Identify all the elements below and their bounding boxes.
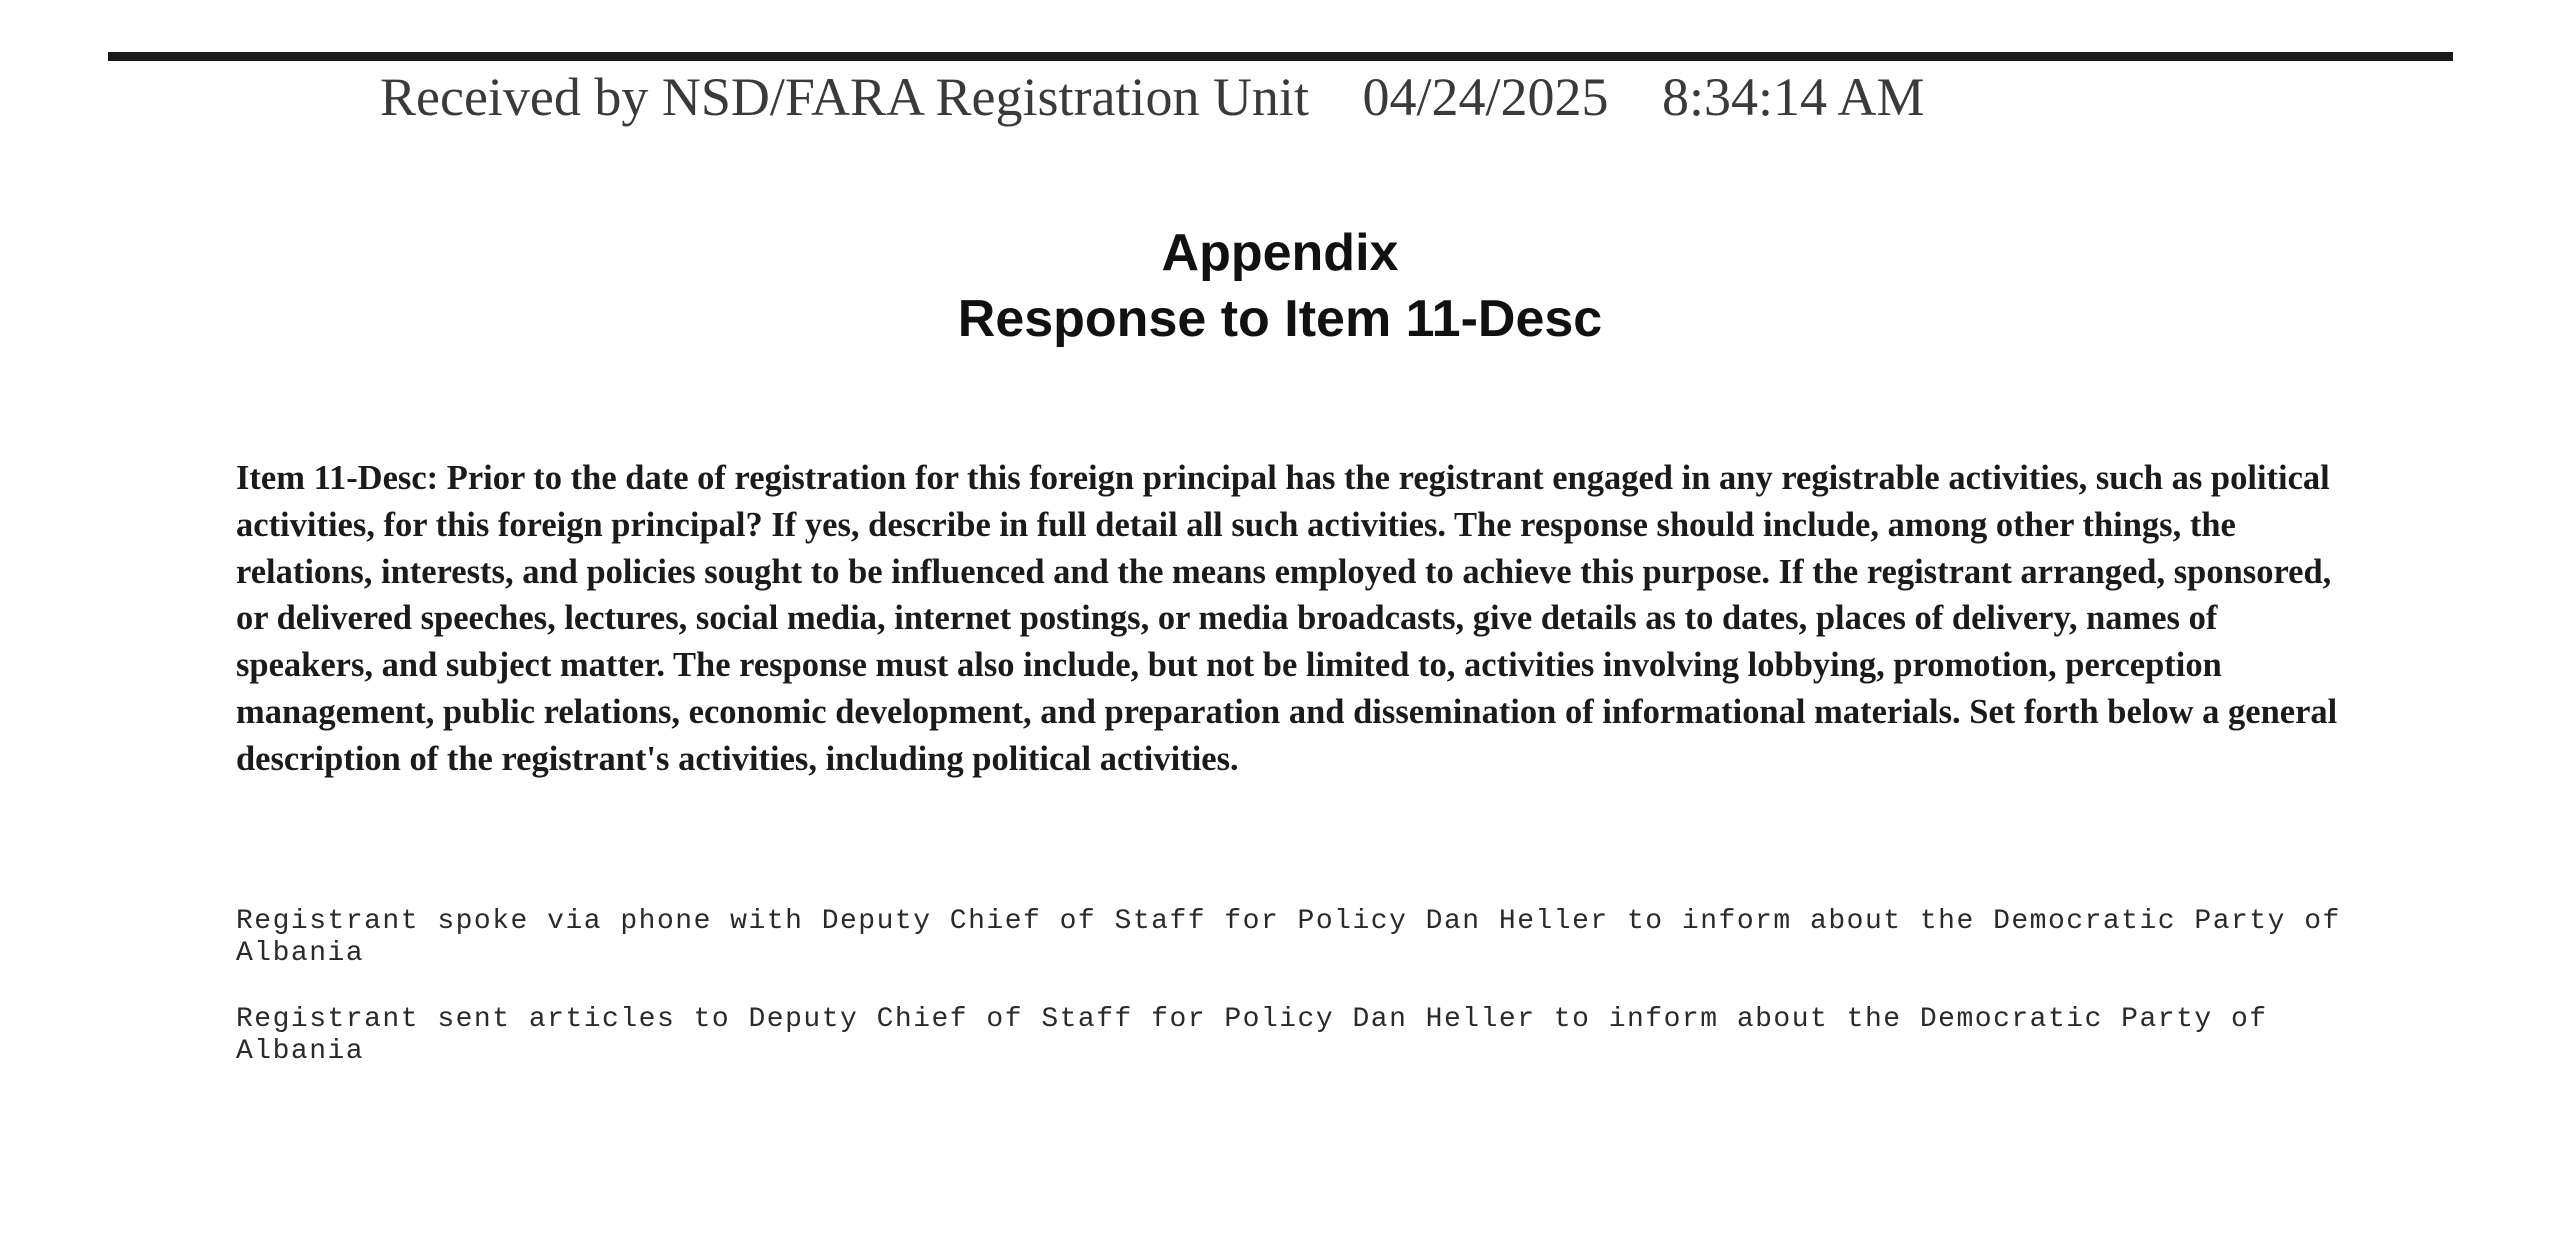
- title-appendix: Appendix: [1161, 224, 1399, 282]
- response-paragraph: Registrant spoke via phone with Deputy Chief of Staff for Policy Dan Heller to inform about the Democratic Party of Albania: [236, 906, 2341, 969]
- received-date: 04/24/2025: [1362, 67, 1609, 127]
- received-time: 8:34:14 AM: [1661, 67, 1925, 127]
- response-paragraph: Registrant sent articles to Deputy Chief of Staff for Policy Dan Heller to inform about the Democratic Party of Albania: [236, 1004, 2268, 1067]
- item-11-desc-question: Item 11-Desc: Prior to the date of registration for this foreign principal has the registrant engaged in any registrable activities, such as political activities, for this foreign principal? If yes, describe in full detail all such activities. The response should include, among other things, the relations, interests, and policies sought to be influenced and the means employed to achieve this purpose. If the registrant arranged, sponsored, or delivered speeches, lectures, social media, internet postings, or media broadcasts, give details as to dates, places of delivery, names of speakers, and subject matter. The response must also include, but not be limited to, activities involving lobbying, promotion, perception management, public relations, economic development, and preparation and dissemination of informational materials. Set forth below a general description of the registrant's activities, including political activities.: [236, 459, 2338, 778]
- received-stamp: [380, 62, 2080, 132]
- top-rule: [108, 52, 2453, 61]
- title-response: Response to Item 11-Desc: [957, 290, 1603, 348]
- received-text: Received by NSD/FARA Registration Unit: [380, 67, 1309, 127]
- page-title: [0, 220, 2560, 352]
